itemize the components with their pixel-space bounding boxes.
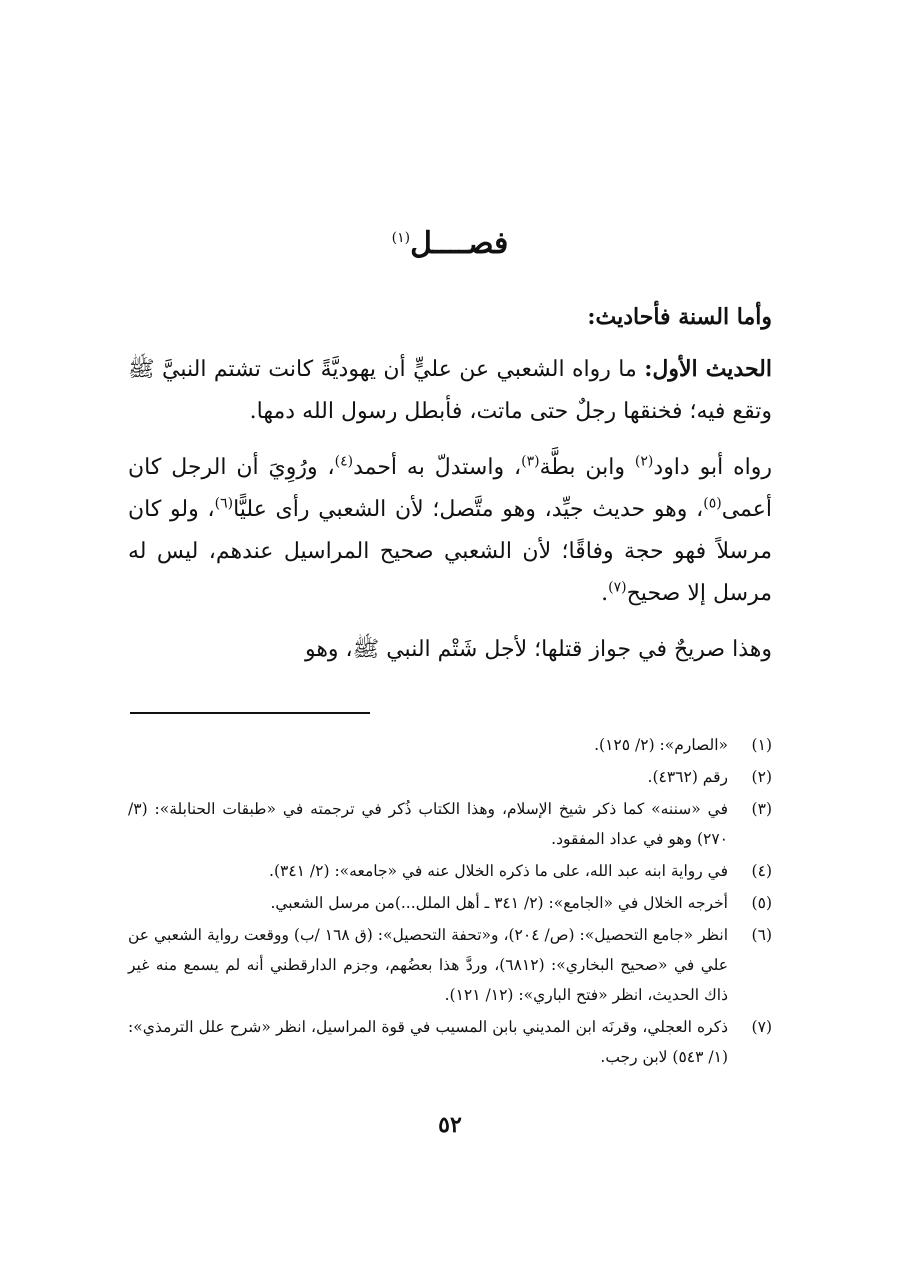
footnote: [128, 730, 772, 760]
hadith-paragraph: [128, 348, 772, 433]
text-run: ، واستدلّ به أحمد: [353, 455, 522, 480]
footnote-text: رقم (٤٣٦٢).: [647, 768, 728, 786]
footnote: [128, 920, 772, 1010]
footnote-ref: (٧): [608, 579, 627, 596]
footnote-ref: (٦): [214, 495, 234, 512]
footnote-text: ذكره العجلي، وقرنَه ابن المديني بابن المسيب في قوة المراسيل، انظر «شرح علل الترمذي»: (١/ ٥٤٣) لابن رجب.: [128, 1018, 728, 1066]
footnote: [128, 888, 772, 918]
text-run: ، ولو كان مرسلاً فهو حجة وفاقًا؛ لأن الشعبي صحيح المراسيل عندهم، ليس له مرسل إلا صحيح: [128, 497, 772, 606]
hadith-text: ما رواه الشعبي عن عليٍّ أن يهوديَّةً كانت تشتم النبيَّ ﷺ وتقع فيه؛ فخنقها رجلٌ حتى ماتت، فأبطل رسول الله دمها.: [128, 357, 772, 424]
footnote: [128, 794, 772, 854]
footnote-text: في رواية ابنه عبد الله، على ما ذكره الخلال عنه في «جامعه»: (٢/ ٣٤١).: [269, 862, 728, 880]
isnad-paragraph: [128, 447, 772, 615]
main-text: [128, 296, 772, 685]
footnote-text: في «سننه» كما ذكر شيخ الإسلام، وهذا الكتاب ذُكر في ترجمته في «طبقات الحنابلة»: (٣/ ٢٧٠) وهو في عداد المفقود.: [128, 800, 728, 848]
page-number: ٥٢: [438, 1112, 462, 1138]
text-run: ، ورُوِيَ أن الرجل كان أعمى: [128, 455, 773, 522]
footnote-number: (٢): [751, 768, 772, 786]
footnote-number: (٧): [751, 1018, 772, 1036]
footnote-number: (٥): [751, 894, 772, 912]
text-run: رواه أبو داود: [653, 455, 772, 480]
footnote-number: (٦): [751, 926, 772, 944]
footnote-number: (١): [751, 736, 772, 754]
section-heading: [0, 226, 900, 261]
footnote: [128, 1012, 772, 1072]
footnote-ref: (٤): [334, 453, 354, 470]
footnote: [128, 762, 772, 792]
footnote-number: (٤): [751, 862, 772, 880]
footnote-text: أخرجه الخلال في «الجامع»: (٢/ ٣٤١ ـ أهل الملل...)من مرسل الشعبي.: [270, 894, 728, 912]
hadith-lead: الحديث الأول:: [644, 356, 772, 382]
footnote-number: (٣): [751, 800, 772, 818]
footnote-text: «الصارم»: (٢/ ١٢٥).: [594, 736, 728, 754]
footnote-ref: (٥): [703, 495, 722, 512]
text-run: .: [601, 581, 609, 606]
footnote-ref: (٣): [521, 453, 540, 470]
footnote-divider: [130, 712, 370, 714]
intro-line: وأما السنة فأحاديث:: [587, 304, 772, 330]
footnote-text: انظر «جامع التحصيل»: (ص/ ٢٠٤)، و«تحفة التحصيل»: (ق ١٦٨ /ب) ووقعت رواية الشعبي عن علي في «صحيح البخاري»: (٦٨١٢)، وردَّ هذا بعضُهم، وجزم الدارقطني أنه لم يسمع منه غير ذاك الحديث، انظر «فتح الباري»: (١٢/ ١٢١).: [128, 926, 728, 1004]
section-title: فصــــل: [410, 226, 509, 261]
footnotes: [128, 730, 772, 1074]
footnote-ref: (٢): [634, 453, 654, 470]
text-run: ، وهو حديث جيِّد، وهو متَّصل؛ لأن الشعبي رأى عليًّا: [233, 497, 704, 522]
footnote-ref: (١): [391, 230, 411, 246]
conclusion-paragraph: وهذا صريحٌ في جواز قتلها؛ لأجل شَتْم النبي ﷺ، وهو: [304, 637, 772, 662]
footnote: [128, 856, 772, 886]
text-run: وابن بطَّة: [539, 455, 635, 480]
